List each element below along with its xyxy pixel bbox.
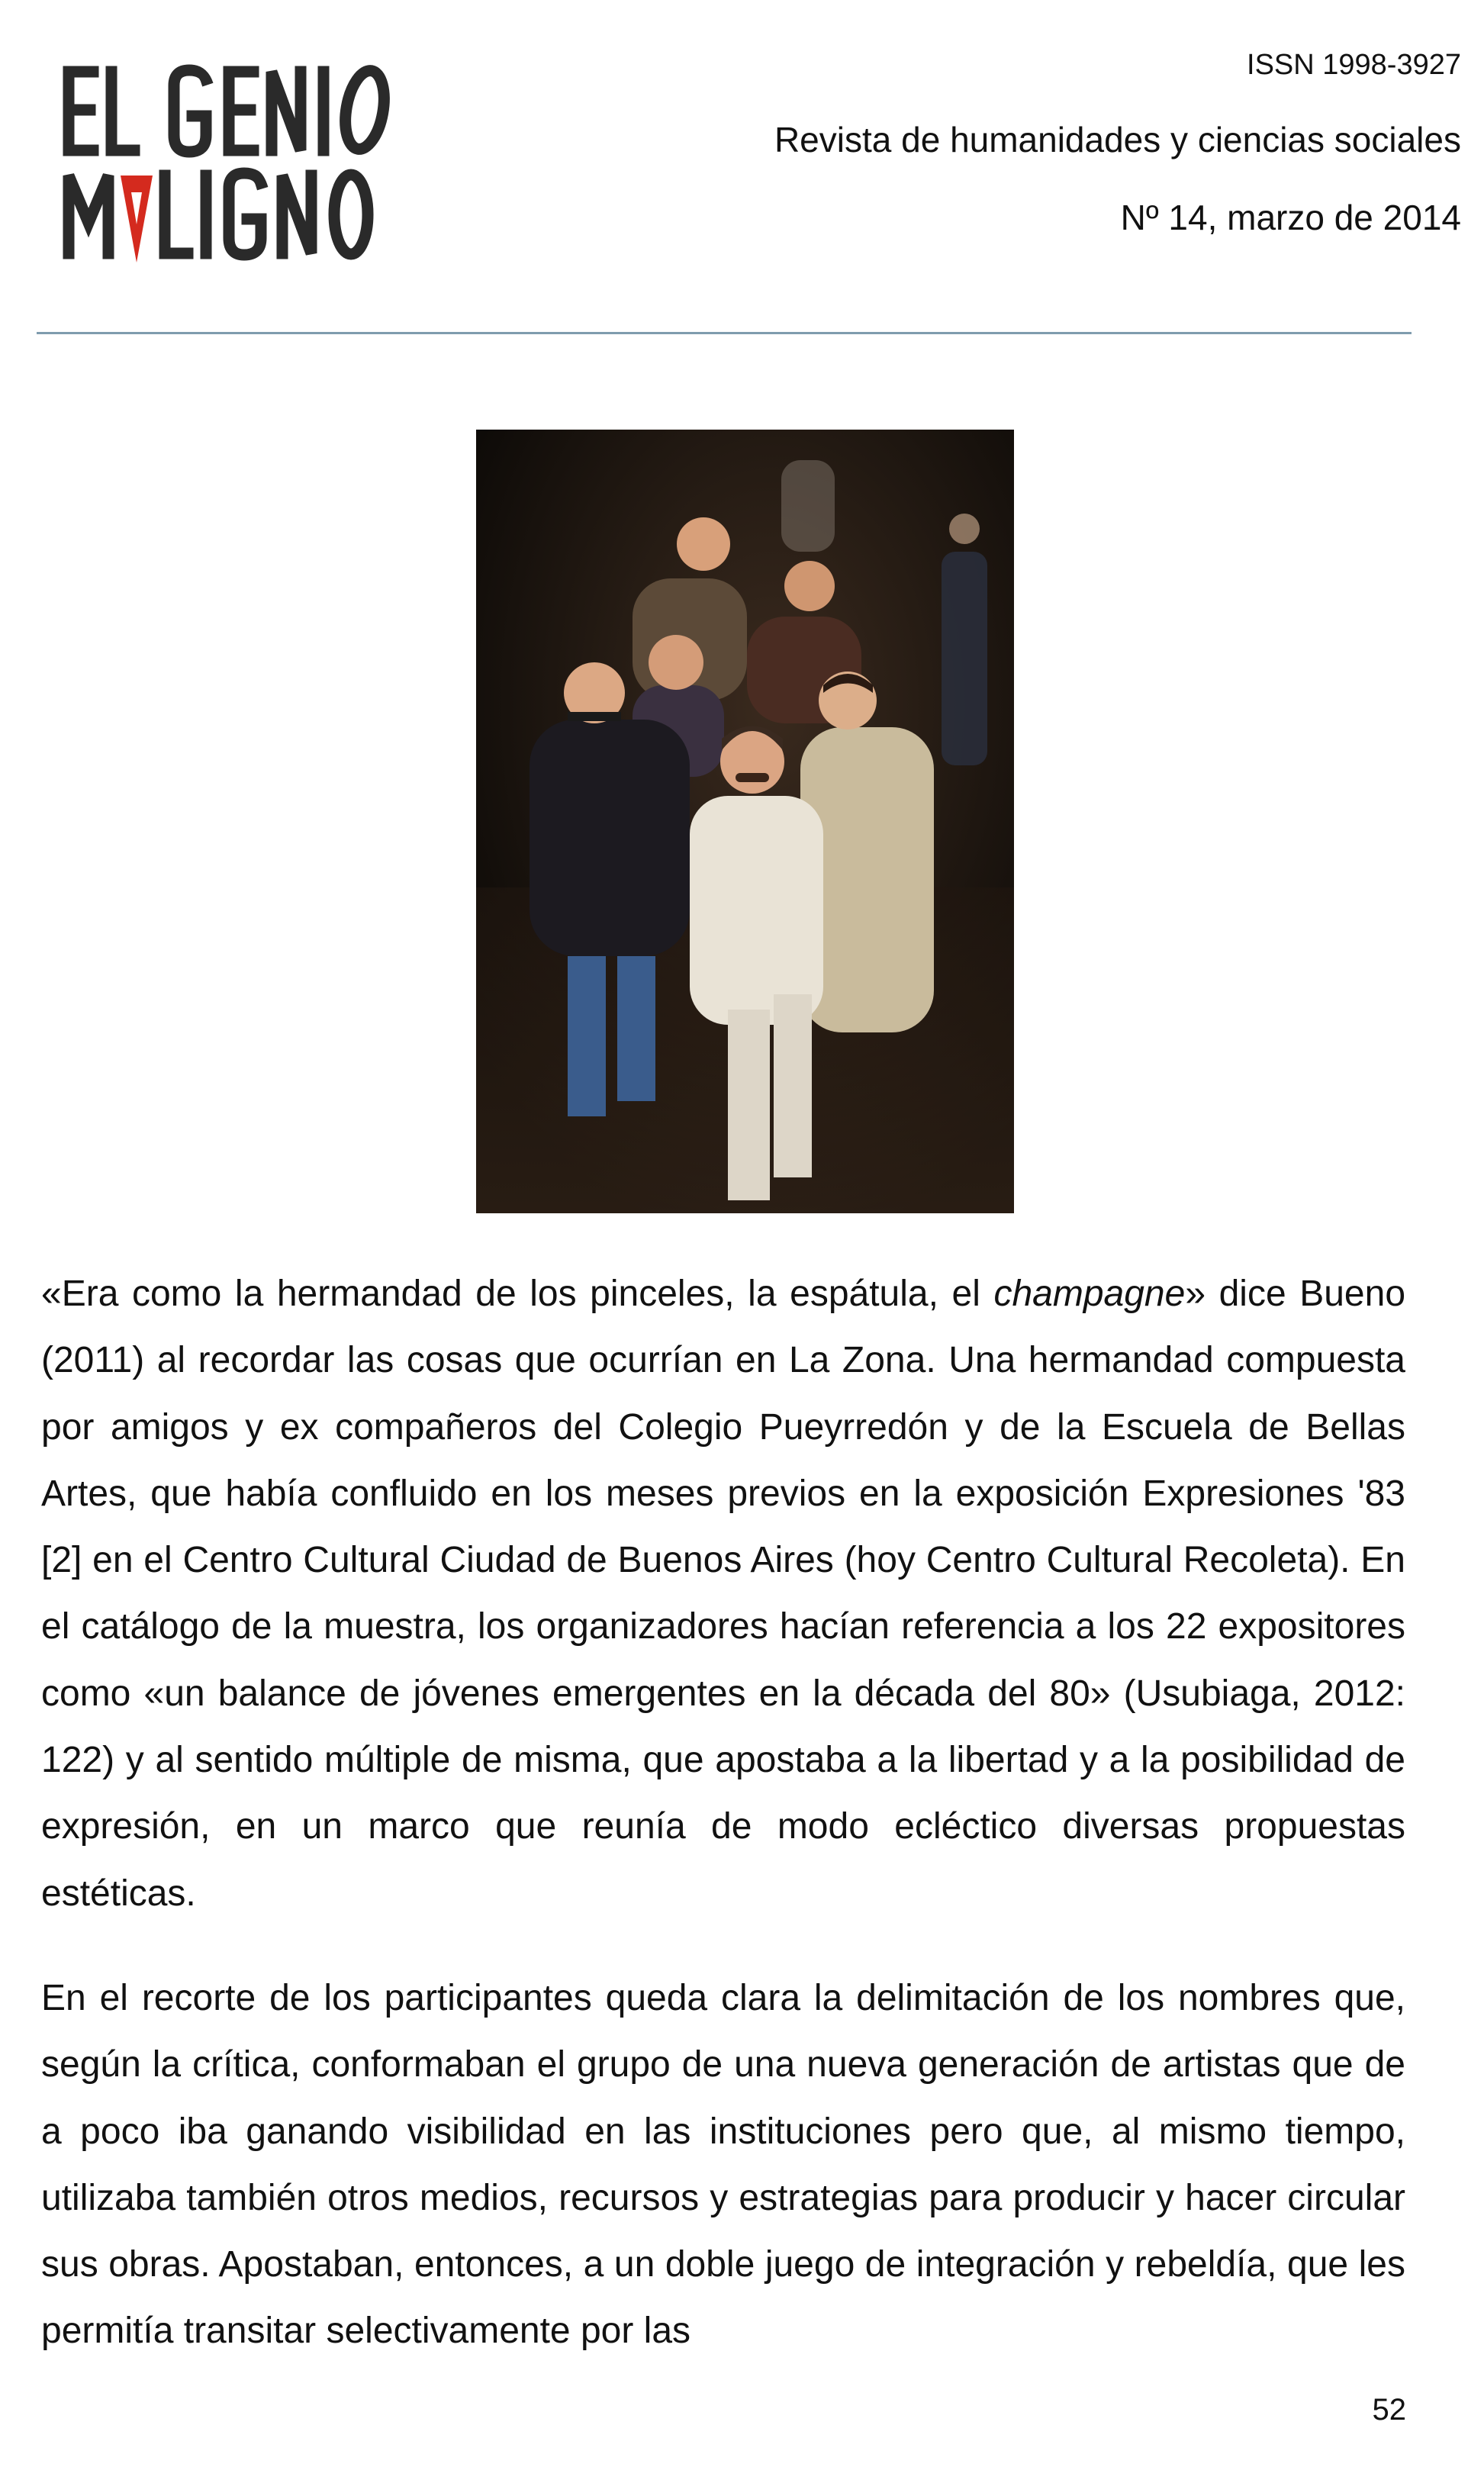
journal-logo bbox=[61, 63, 443, 269]
issue-info: Nº 14, marzo de 2014 bbox=[1120, 198, 1461, 237]
el-genio-maligno-logo-icon bbox=[61, 63, 443, 269]
group-portrait-photo bbox=[476, 430, 1014, 1213]
page-number: 52 bbox=[1372, 2393, 1406, 2427]
body-paragraph-1 bbox=[41, 1261, 1405, 1927]
issn: ISSN 1998-3927 bbox=[1247, 49, 1461, 81]
journal-subtitle: Revista de humanidades y ciencias sociales bbox=[774, 120, 1461, 159]
journal-meta bbox=[546, 46, 1461, 235]
body-paragraph-2: En el recorte de los participantes queda clara la delimitación de los nombres que, según la crítica, conformaban el grupo de una nueva generación de artistas que de a poco iba ganando visibilidad en las instituciones pero que, al mismo tiempo, utilizaba también otros medios, recursos y estrategias para producir y hacer circular sus obras. Apostaban, entonces, a un doble juego de integración y rebeldía, que les permitía transitar selectivamente por las bbox=[41, 1978, 1405, 2352]
group-portrait-icon bbox=[476, 430, 1014, 1213]
paragraph-1-text-before: «Era como la hermandad de los pinceles, la espátula, el bbox=[41, 1274, 994, 1314]
champagne-emphasis: champagne bbox=[993, 1274, 1186, 1314]
paragraph-1-text-after: » dice Bueno (2011) al recordar las cosas que ocurrían en La Zona. Una hermandad compuesta por amigos y ex compañeros del Colegio Pueyrredón y de la Escuela de Bellas Artes, que había confluido en los meses previos en la exposición Expresiones '83 [2] en el Centro Cultural Ciudad de Buenos Aires (hoy Centro Cultural Recoleta). En el catálogo de la muestra, los organizadores hacían referencia a los 22 expositores como «un balance de jóvenes emergentes en la década del 80» (Usubiaga, 2012: 122) y al sentido múltiple de misma, que apostaba a la libertad y a la posibilidad de expresión, en un marco que reunía de modo ecléctico diversas propuestas estéticas. bbox=[41, 1274, 1406, 1914]
header-divider bbox=[37, 332, 1412, 334]
